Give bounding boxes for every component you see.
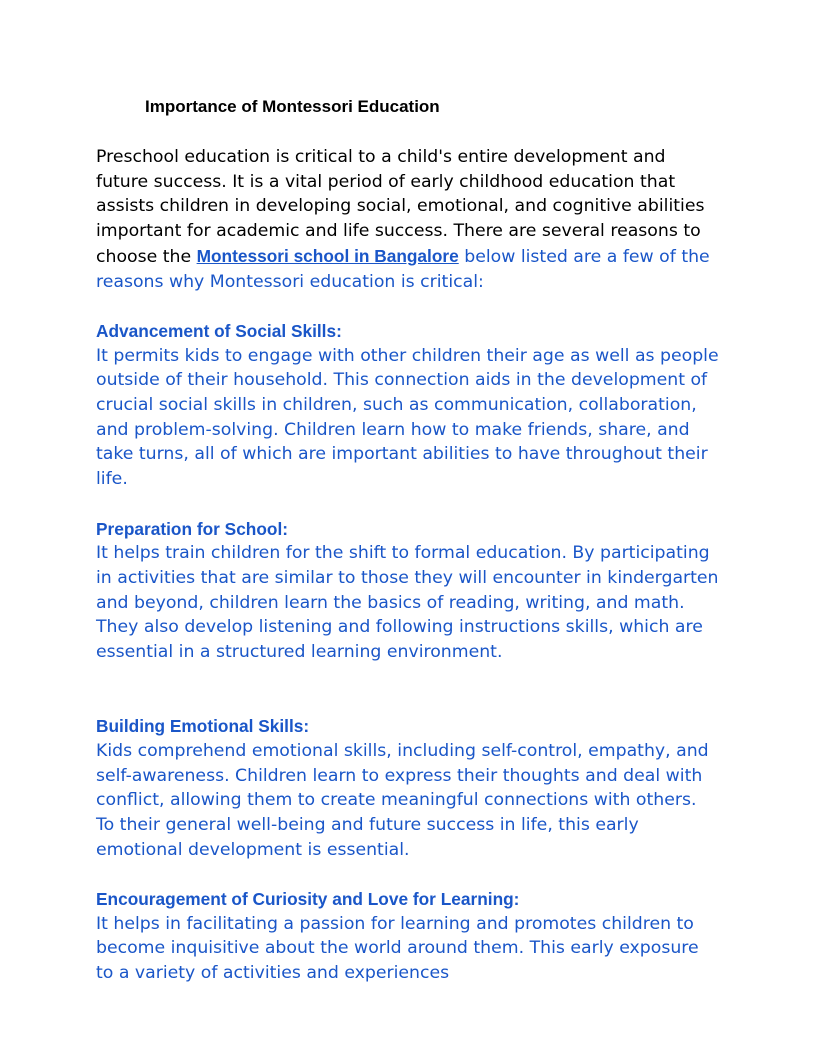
- section-heading-emotional-skills: Building Emotional Skills:: [96, 716, 310, 737]
- section-body-emotional-skills: Kids comprehend emotional skills, including self-control, empathy, and self-awareness. Children learn to express their thoughts and deal with conflict, allowing them to create meaningful connections with others. To their general well-being and future success in life, this early emotional development is essential.: [96, 740, 709, 860]
- spacer: [96, 492, 720, 517]
- section-heading-curiosity: Encouragement of Curiosity and Love for Learning:: [96, 889, 520, 910]
- intro-paragraph: [96, 145, 720, 294]
- document-title: Importance of Montessori Education: [145, 97, 440, 116]
- intro-text: Preschool education is critical to a child's entire development and future success. It is a vital period of early childhood education that assists children in developing social, emotional, and cognitive abilities important for academic and life success. There are several reasons to choose the: [96, 147, 705, 267]
- section-heading-social-skills: Advancement of Social Skills:: [96, 320, 342, 341]
- spacer: [96, 862, 720, 887]
- section-body-curiosity: It helps in facilitating a passion for learning and promotes children to become inquisitive about the world around them. This early exposure to a variety of activities and experiences: [96, 913, 699, 984]
- spacer: [96, 665, 720, 714]
- section-heading-school-preparation: Preparation for School:: [96, 518, 289, 539]
- section-body-school-preparation: It helps train children for the shift to formal education. By participating in activities that are similar to those they will encounter in kindergarten and beyond, children learn the basics of reading, writing, and math. They also develop listening and following instructions skills, which are essential in a structured learning environment.: [96, 543, 719, 663]
- spacer: [96, 294, 720, 319]
- section-body-social-skills: It permits kids to engage with other children their age as well as people outside of their household. This connection aids in the development of crucial social skills in children, such as communication, collaboration, and problem-solving. Children learn how to make friends, share, and take turns, all of which are important abilities to have throughout their life.: [96, 345, 719, 490]
- document-content: [96, 145, 720, 986]
- intro-text-continued: below listed are a few of the reasons why Montessori education is critical:: [96, 246, 710, 292]
- montessori-school-link[interactable]: Montessori school in Bangalore: [196, 245, 459, 266]
